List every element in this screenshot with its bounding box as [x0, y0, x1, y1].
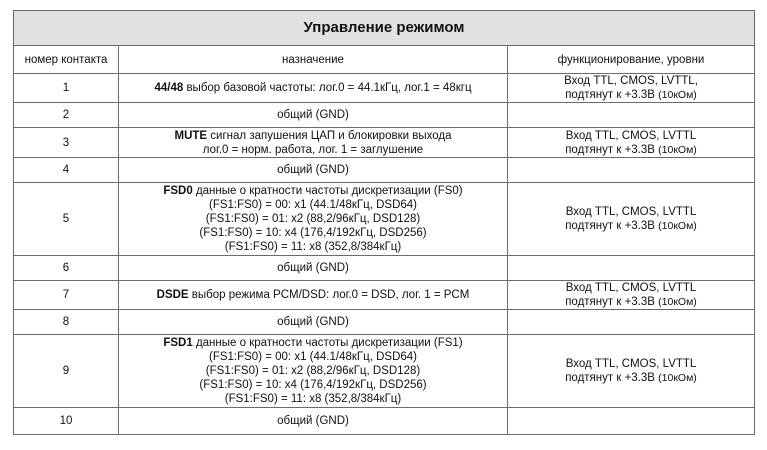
purpose-text: общий (GND) [119, 408, 508, 435]
purpose-text: общий (GND) [119, 256, 508, 281]
function-cell [508, 128, 755, 158]
function-line: подтянут к +3.3В [565, 220, 655, 232]
purpose-cell [119, 128, 508, 158]
signal-name: FSD0 [163, 185, 193, 197]
pin-number: 2 [14, 103, 119, 128]
function-line: подтянут к +3.3В [565, 143, 655, 156]
signal-name: MUTE [174, 129, 208, 142]
purpose-cell [119, 183, 508, 256]
signal-name: 44/48 [154, 82, 184, 94]
table-title-row [14, 11, 755, 46]
purpose-text: общий (GND) [119, 310, 508, 335]
pin-number: 5 [14, 183, 119, 256]
function-line: Вход TTL, CMOS, LVTTL [565, 282, 697, 294]
signal-name: DSDE [156, 289, 189, 301]
function-note: (10кОм) [658, 296, 697, 308]
function-cell [508, 310, 755, 335]
function-cell [508, 74, 755, 103]
function-line: подтянут к +3.3В [565, 372, 655, 384]
header-function: функционирование, уровни [508, 46, 755, 74]
function-cell [508, 103, 755, 128]
purpose-text: (FS1:FS0) = 10: x4 (176,4/192кГц, DSD256) [199, 379, 427, 391]
purpose-text: (FS1:FS0) = 01: x2 (88,2/96кГц, DSD128) [205, 365, 421, 377]
table-row [14, 310, 755, 335]
table-title: Управление режимом [14, 11, 755, 46]
function-line: подтянут к +3.3В [565, 89, 655, 101]
function-line: Вход TTL, CMOS, LVTTL, [564, 75, 698, 87]
function-cell [508, 281, 755, 310]
pin-number: 8 [14, 310, 119, 335]
function-note: (10кОм) [658, 372, 697, 384]
table-row [14, 158, 755, 183]
purpose-text: (FS1:FS0) = 00: x1 (44.1/48кГц, DSD64) [209, 351, 417, 363]
purpose-text: выбор режима PCM/DSD: лог.0 = DSD, лог. 1 = PCM [188, 289, 470, 301]
table-row [14, 281, 755, 310]
purpose-text: выбор базовой частоты: лог.0 = 44.1кГц, лог.1 = 48кгц [183, 82, 472, 94]
function-line: подтянут к +3.3В [565, 296, 655, 308]
pin-number: 4 [14, 158, 119, 183]
purpose-text: (FS1:FS0) = 11: x8 (352,8/384кГц) [224, 241, 402, 253]
function-line: Вход TTL, CMOS, LVTTL [565, 206, 697, 218]
purpose-text: сигнал запушения ЦАП и блокировки выхода [207, 129, 452, 142]
purpose-text: лог.0 = норм. работа, лог. 1 = заглушение [202, 143, 424, 156]
function-cell [508, 408, 755, 435]
table-row [14, 408, 755, 435]
purpose-cell [119, 74, 508, 103]
purpose-cell [119, 335, 508, 408]
pin-number: 10 [14, 408, 119, 435]
function-line: Вход TTL, CMOS, LVTTL [565, 129, 697, 142]
table-row [14, 128, 755, 158]
table-row [14, 74, 755, 103]
purpose-text: данные о кратности частоты дискретизации (FS0) [192, 185, 463, 197]
purpose-text: (FS1:FS0) = 00: x1 (44.1/48кГц, DSD64) [209, 199, 417, 211]
signal-name: FSD1 [163, 337, 193, 349]
table-row [14, 103, 755, 128]
purpose-text: (FS1:FS0) = 11: x8 (352,8/384кГц) [224, 393, 402, 405]
mode-control-table [13, 10, 755, 435]
function-note: (10кОм) [658, 89, 697, 101]
pin-number: 7 [14, 281, 119, 310]
table-row [14, 256, 755, 281]
purpose-text: (FS1:FS0) = 01: x2 (88,2/96кГц, DSD128) [205, 213, 421, 225]
function-note: (10кОм) [658, 220, 697, 232]
header-pin: номер контакта [14, 46, 119, 74]
header-row [14, 46, 755, 74]
mode-control-table-container [13, 10, 754, 435]
pin-number: 1 [14, 74, 119, 103]
function-line: Вход TTL, CMOS, LVTTL [565, 358, 697, 370]
pin-number: 9 [14, 335, 119, 408]
table-row [14, 183, 755, 256]
table-row [14, 335, 755, 408]
function-cell [508, 335, 755, 408]
function-cell [508, 158, 755, 183]
pin-number: 3 [14, 128, 119, 158]
purpose-cell [119, 281, 508, 310]
header-purpose: назначение [119, 46, 508, 74]
function-cell [508, 256, 755, 281]
purpose-text: общий (GND) [119, 158, 508, 183]
pin-number: 6 [14, 256, 119, 281]
function-note: (10кОм) [658, 143, 697, 156]
function-cell [508, 183, 755, 256]
purpose-text: общий (GND) [119, 103, 508, 128]
purpose-text: (FS1:FS0) = 10: x4 (176,4/192кГц, DSD256) [199, 227, 427, 239]
purpose-text: данные о кратности частоты дискретизации (FS1) [192, 337, 463, 349]
